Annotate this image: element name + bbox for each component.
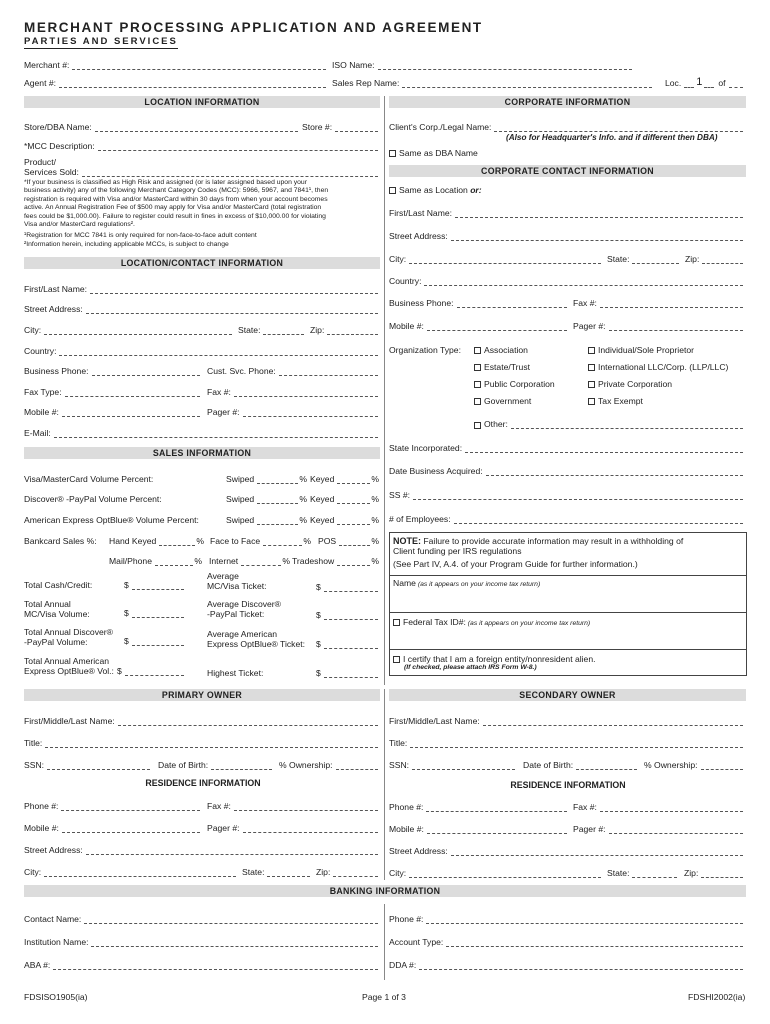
org-public-corp-checkbox[interactable]: Public Corporation <box>474 379 555 389</box>
column-divider <box>384 96 385 685</box>
federal-tax-id-field[interactable]: Federal Tax ID#: (as it appears on your income tax return) <box>393 617 590 628</box>
avg-amex-ticket-label: Average American Express OptBlue® Ticket: <box>207 629 306 649</box>
bank-dda-field[interactable]: DDA #: <box>389 960 747 970</box>
secondary-owner-header: SECONDARY OWNER <box>389 689 746 701</box>
primary-pager-field[interactable]: Pager #: <box>207 823 382 833</box>
checkbox-icon <box>389 150 396 157</box>
checkbox-icon <box>393 656 400 663</box>
primary-zip-field[interactable]: Zip: <box>316 867 382 877</box>
employees-field[interactable]: # of Employees: <box>389 514 747 524</box>
loc-cust-svc-phone-field[interactable]: Cust. Svc. Phone: <box>207 366 382 376</box>
discover-keyed-field[interactable]: Keyed % <box>310 494 379 504</box>
org-private-corp-checkbox[interactable]: Private Corporation <box>588 379 672 389</box>
corp-city-field[interactable]: City: <box>389 254 605 264</box>
merchant-number-field[interactable]: Merchant #: <box>24 60 330 70</box>
loc-state-field[interactable]: State: <box>238 325 308 335</box>
primary-ownership-field[interactable]: % Ownership: <box>279 760 382 770</box>
foreign-entity-checkbox[interactable]: I certify that I am a foreign entity/nonresident alien. (If checked, please attach IRS Form W-8.) <box>393 654 596 672</box>
banking-info-header: BANKING INFORMATION <box>24 885 746 897</box>
same-as-location-checkbox[interactable]: Same as Location or: <box>389 185 482 195</box>
checkbox-icon <box>474 364 481 371</box>
visa-mc-volume-label: Visa/MasterCard Volume Percent: <box>24 474 154 484</box>
bank-contact-name-field[interactable]: Contact Name: <box>24 914 382 924</box>
checkbox-icon[interactable] <box>393 619 400 626</box>
avg-discover-ticket-label: Average Discover® -PayPal Ticket: <box>207 599 281 619</box>
location-number: 1 <box>696 76 703 88</box>
corp-fax-field[interactable]: Fax #: <box>573 298 747 308</box>
secondary-zip-field[interactable]: Zip: <box>684 868 747 878</box>
corp-state-field[interactable]: State: <box>607 254 683 264</box>
form-title: MERCHANT PROCESSING APPLICATION AND AGREEMENT <box>24 20 483 35</box>
avg-discover-ticket-field[interactable]: $ <box>316 610 382 620</box>
amex-swiped-field[interactable]: Swiped % <box>226 515 307 525</box>
loc-zip-field[interactable]: Zip: <box>310 325 382 335</box>
banking-divider <box>384 904 385 980</box>
total-annual-amex-label: Total Annual American <box>24 656 110 666</box>
primary-fax-field[interactable]: Fax #: <box>207 801 382 811</box>
primary-city-field[interactable]: City: <box>24 867 240 877</box>
avg-mc-ticket-label: Average MC/Visa Ticket: <box>207 571 267 591</box>
corp-legal-name-field[interactable]: Client's Corp./Legal Name: <box>389 122 747 132</box>
org-tax-exempt-checkbox[interactable]: Tax Exempt <box>588 396 643 406</box>
form-subtitle: PARTIES AND SERVICES <box>24 36 178 47</box>
secondary-name-field[interactable]: First/Middle/Last Name: <box>389 716 747 726</box>
mail-phone-field[interactable]: Mail/Phone % <box>109 556 202 566</box>
secondary-state-field[interactable]: State: <box>607 868 681 878</box>
discover-swiped-field[interactable]: Swiped % <box>226 494 307 504</box>
bank-institution-name-field[interactable]: Institution Name: <box>24 937 382 947</box>
total-annual-discover-field[interactable]: $ <box>124 636 188 646</box>
checkbox-icon <box>389 187 396 194</box>
pos-field[interactable]: POS % <box>318 536 379 546</box>
checkbox-icon[interactable] <box>474 422 481 429</box>
checkbox-icon <box>474 398 481 405</box>
highest-ticket-field[interactable]: $ <box>316 668 382 678</box>
tradeshow-field[interactable]: Tradeshow % <box>292 556 379 566</box>
owner-divider <box>384 689 385 880</box>
checkbox-icon <box>588 398 595 405</box>
avg-mc-ticket-field[interactable]: $ <box>316 582 382 592</box>
high-risk-notice: *If your business is classified as High Risk and assigned (or is later assigned based upon your business activity) any of the following Merchant Category Codes (MCC): 5966, 5967, and 7841¹, then registration is required with Visa and/or MasterCard within 30 days from when your account becomes active. An Annual Registration Fee of $500 may apply for Visa and/or MasterCard (total registration fees could be $1,000.00). Failure to register could result in fines in excess of $10,000.00 for violating Visa and/or MasterCard regulations². ¹Registration for MCC 7841 is only required for non-face-to-face adult content ²Information herein, including applicable MCCs, is subject to change <box>24 179 329 248</box>
iso-name-field[interactable]: ISO Name: <box>332 60 636 70</box>
corp-country-field[interactable]: Country: <box>389 276 747 286</box>
primary-street-field[interactable]: Street Address: <box>24 845 382 855</box>
loc-pager-field[interactable]: Pager #: <box>207 407 382 417</box>
visa-keyed-field[interactable]: Keyed % <box>310 474 379 484</box>
total-annual-mc-field[interactable]: $ <box>124 608 188 618</box>
corp-zip-field[interactable]: Zip: <box>685 254 747 264</box>
loc-country-field[interactable]: Country: <box>24 346 382 356</box>
product-services-field[interactable]: Services Sold: <box>24 167 382 177</box>
loc-fax-field[interactable]: Fax #: <box>207 387 382 397</box>
secondary-residence-header: RESIDENCE INFORMATION <box>510 780 626 790</box>
mcc-description-field[interactable]: *MCC Description: <box>24 141 382 151</box>
ss-number-field[interactable]: SS #: <box>389 490 747 500</box>
secondary-dob-field[interactable]: Date of Birth: <box>523 760 641 770</box>
org-other-field[interactable]: Other: <box>474 419 747 429</box>
footer-form-code-left: FDSISO1905(ia) <box>24 992 88 1002</box>
amex-keyed-field[interactable]: Keyed % <box>310 515 379 525</box>
corp-business-phone-field[interactable]: Business Phone: <box>389 298 571 308</box>
irs-note: NOTE: Failure to provide accurate information may result in a withholding of Client funding per IRS regulations (See Part IV, A.4. of your Program Guide for further information.) <box>393 536 684 569</box>
primary-dob-field[interactable]: Date of Birth: <box>158 760 276 770</box>
checkbox-icon <box>588 347 595 354</box>
amex-volume-label: American Express OptBlue® Volume Percent: <box>24 515 199 525</box>
state-incorporated-field[interactable]: State Incorporated: <box>389 443 747 453</box>
secondary-ownership-field[interactable]: % Ownership: <box>644 760 747 770</box>
bank-account-type-field[interactable]: Account Type: <box>389 937 747 947</box>
location-info-header: LOCATION INFORMATION <box>24 96 380 108</box>
total-annual-discover-label: Total Annual Discover® -PayPal Volume: <box>24 627 113 647</box>
internet-field[interactable]: Internet % <box>209 556 290 566</box>
tax-name-field[interactable]: Name (as it appears on your income tax return) <box>393 578 541 588</box>
primary-residence-header: RESIDENCE INFORMATION <box>145 778 261 788</box>
store-dba-name-field[interactable]: Store/DBA Name: <box>24 122 302 132</box>
primary-title-field[interactable]: Title: <box>24 738 382 748</box>
loc-first-last-name-field[interactable]: First/Last Name: <box>24 284 382 294</box>
corp-first-last-name-field[interactable]: First/Last Name: <box>389 208 747 218</box>
checkbox-icon <box>474 347 481 354</box>
total-cash-credit-label: Total Cash/Credit: <box>24 580 93 590</box>
secondary-street-field[interactable]: Street Address: <box>389 846 747 856</box>
highest-ticket-label: Highest Ticket: <box>207 668 264 678</box>
corp-street-address-field[interactable]: Street Address: <box>389 231 747 241</box>
loc-mobile-field[interactable]: Mobile #: <box>24 407 204 417</box>
location-count-field[interactable]: Loc. 1 of <box>665 76 747 88</box>
secondary-phone-field[interactable]: Phone #: <box>389 802 571 812</box>
same-as-dba-checkbox[interactable]: Same as DBA Name <box>389 148 478 158</box>
loc-city-field[interactable]: City: <box>24 325 236 335</box>
secondary-fax-field[interactable]: Fax #: <box>573 802 747 812</box>
org-association-checkbox[interactable]: Association <box>474 345 528 355</box>
face-to-face-field[interactable]: Face to Face % <box>210 536 311 546</box>
hand-keyed-field[interactable]: Hand Keyed % <box>109 536 204 546</box>
org-type-label: Organization Type: <box>389 345 461 355</box>
total-cash-credit-field[interactable]: $ <box>124 580 188 590</box>
loc-street-address-field[interactable]: Street Address: <box>24 304 382 314</box>
discover-volume-label: Discover® -PayPal Volume Percent: <box>24 494 162 504</box>
product-services-label: Product/ <box>24 157 57 167</box>
org-sole-proprietor-checkbox[interactable]: Individual/Sole Proprietor <box>588 345 694 355</box>
org-estate-trust-checkbox[interactable]: Estate/Trust <box>474 362 530 372</box>
checkbox-icon <box>588 364 595 371</box>
secondary-title-field[interactable]: Title: <box>389 738 747 748</box>
secondary-pager-field[interactable]: Pager #: <box>573 824 747 834</box>
primary-state-field[interactable]: State: <box>242 867 314 877</box>
store-number-field[interactable]: Store #: <box>302 122 382 132</box>
corp-pager-field[interactable]: Pager #: <box>573 321 747 331</box>
sales-info-header: SALES INFORMATION <box>24 447 380 459</box>
primary-phone-field[interactable]: Phone #: <box>24 801 204 811</box>
primary-mobile-field[interactable]: Mobile #: <box>24 823 204 833</box>
agent-number-field[interactable]: Agent #: <box>24 78 330 88</box>
bank-phone-field[interactable]: Phone #: <box>389 914 747 924</box>
footer-form-code-right: FDSHI2002(ia) <box>688 992 746 1002</box>
sales-rep-name-field[interactable]: Sales Rep Name: <box>332 78 656 88</box>
corporate-info-header: CORPORATE INFORMATION <box>389 96 746 108</box>
hq-note: (Also for Headquarter's Info. and if different then DBA) <box>506 133 718 142</box>
loc-business-phone-field[interactable]: Business Phone: <box>24 366 204 376</box>
secondary-ssn-field[interactable]: SSN: <box>389 760 519 770</box>
loc-email-field[interactable]: E-Mail: <box>24 428 382 438</box>
org-government-checkbox[interactable]: Government <box>474 396 531 406</box>
secondary-mobile-field[interactable]: Mobile #: <box>389 824 571 834</box>
bankcard-sales-label: Bankcard Sales %: <box>24 536 97 546</box>
corp-mobile-field[interactable]: Mobile #: <box>389 321 571 331</box>
org-intl-llc-checkbox[interactable]: International LLC/Corp. (LLP/LLC) <box>588 362 728 372</box>
loc-fax-type-field[interactable]: Fax Type: <box>24 387 204 397</box>
avg-amex-ticket-field[interactable]: $ <box>316 639 382 649</box>
secondary-city-field[interactable]: City: <box>389 868 605 878</box>
primary-name-field[interactable]: First/Middle/Last Name: <box>24 716 382 726</box>
primary-owner-header: PRIMARY OWNER <box>24 689 380 701</box>
total-annual-amex-field[interactable]: Express OptBlue® Vol.: $ <box>24 666 188 676</box>
corp-contact-header: CORPORATE CONTACT INFORMATION <box>389 165 746 177</box>
checkbox-icon <box>588 381 595 388</box>
total-annual-mc-label: Total Annual MC/Visa Volume: <box>24 599 90 619</box>
primary-ssn-field[interactable]: SSN: <box>24 760 154 770</box>
date-business-acquired-field[interactable]: Date Business Acquired: <box>389 466 747 476</box>
footer-page-number: Page 1 of 3 <box>362 992 406 1002</box>
bank-aba-field[interactable]: ABA #: <box>24 960 382 970</box>
visa-swiped-field[interactable]: Swiped % <box>226 474 307 484</box>
location-contact-header: LOCATION/CONTACT INFORMATION <box>24 257 380 269</box>
checkbox-icon <box>474 381 481 388</box>
